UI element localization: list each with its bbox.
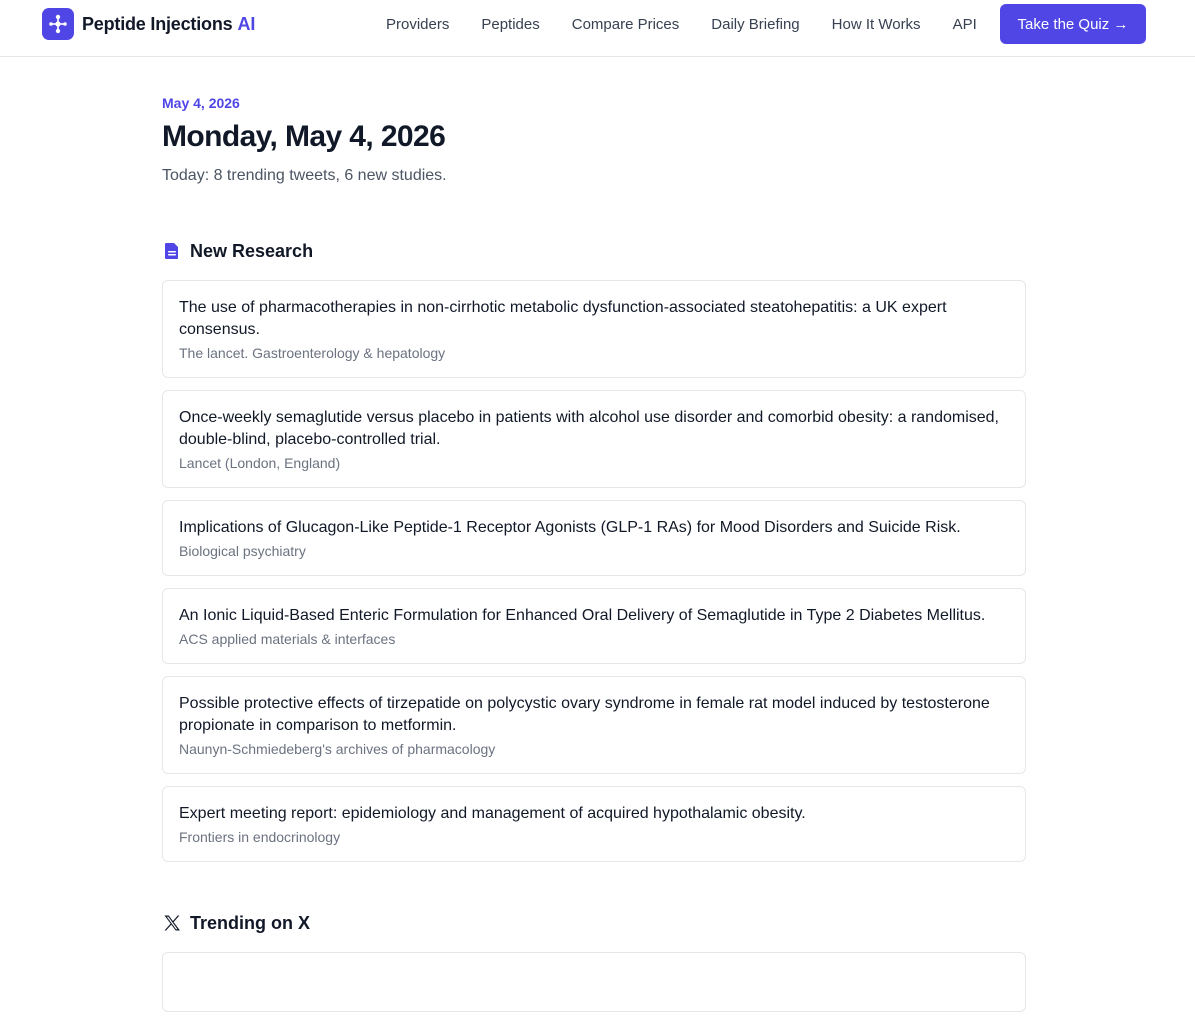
research-source: Lancet (London, England) (179, 455, 341, 471)
briefing-summary: Today: 8 trending tweets, 6 new studies. (162, 167, 447, 184)
research-card[interactable] (162, 676, 1026, 774)
nav-link-api[interactable]: API (952, 15, 977, 33)
top-navbar (0, 0, 1195, 57)
research-source: Biological psychiatry (179, 543, 306, 559)
nav-link-peptides[interactable]: Peptides (481, 15, 540, 33)
research-list (162, 280, 1026, 862)
research-title: Once-weekly semaglutide versus placebo in patients with alcohol use disorder and comorbid obesity: a randomised, double-blind, placebo-controlled trial. (179, 409, 999, 448)
research-card[interactable] (162, 786, 1026, 862)
research-title: Expert meeting report: epidemiology and management of acquired hypothalamic obesity. (179, 805, 806, 822)
research-title: Possible protective effects of tirzepatide on polycystic ovary syndrome in female rat model induced by testosterone propionate in comparison to metformin. (179, 695, 990, 734)
molecule-icon (42, 8, 74, 40)
research-source: ACS applied materials & interfaces (179, 631, 396, 647)
research-section-title: New Research (190, 241, 314, 261)
new-research-section (162, 239, 1026, 862)
research-title: The use of pharmacotherapies in non-cirrhotic metabolic dysfunction-associated steatohepatitis: a UK expert consensus. (179, 299, 947, 338)
trending-section (162, 911, 1026, 1012)
research-card[interactable] (162, 280, 1026, 378)
take-quiz-button[interactable]: Take the Quiz → (1000, 4, 1146, 44)
document-icon (162, 241, 182, 261)
main-nav (370, 0, 993, 48)
briefing-date-label: May 4, 2026 (162, 95, 240, 111)
x-logo-icon (162, 913, 182, 933)
research-title: An Ionic Liquid-Based Enteric Formulation for Enhanced Oral Delivery of Semaglutide in Type 2 Diabetes Mellitus. (179, 607, 986, 624)
nav-link-compare-prices[interactable]: Compare Prices (571, 15, 680, 33)
nav-link-daily-briefing[interactable]: Daily Briefing (711, 15, 800, 33)
trending-section-title: Trending on X (190, 913, 310, 933)
brand-home-link[interactable] (42, 8, 255, 40)
research-card[interactable] (162, 588, 1026, 664)
brand-name: Peptide Injections (82, 13, 233, 34)
research-source: Naunyn-Schmiedeberg's archives of pharmacology (179, 741, 496, 757)
briefing-content (162, 95, 1026, 1012)
trending-section-header (162, 911, 1026, 935)
research-source: Frontiers in endocrinology (179, 829, 341, 845)
research-title: Implications of Glucagon-Like Peptide-1 Receptor Agonists (GLP-1 RAs) for Mood Disorders and Suicide Risk. (179, 519, 961, 536)
tweet-card[interactable] (162, 952, 1026, 1012)
research-card[interactable] (162, 500, 1026, 576)
research-source: The lancet. Gastroenterology & hepatology (179, 345, 446, 361)
research-card[interactable] (162, 390, 1026, 488)
research-section-header (162, 239, 1026, 263)
page-title: Monday, May 4, 2026 (162, 120, 446, 153)
nav-link-providers[interactable]: Providers (386, 15, 450, 33)
nav-link-how-it-works[interactable]: How It Works (831, 15, 921, 33)
brand-accent: AI (237, 13, 256, 34)
